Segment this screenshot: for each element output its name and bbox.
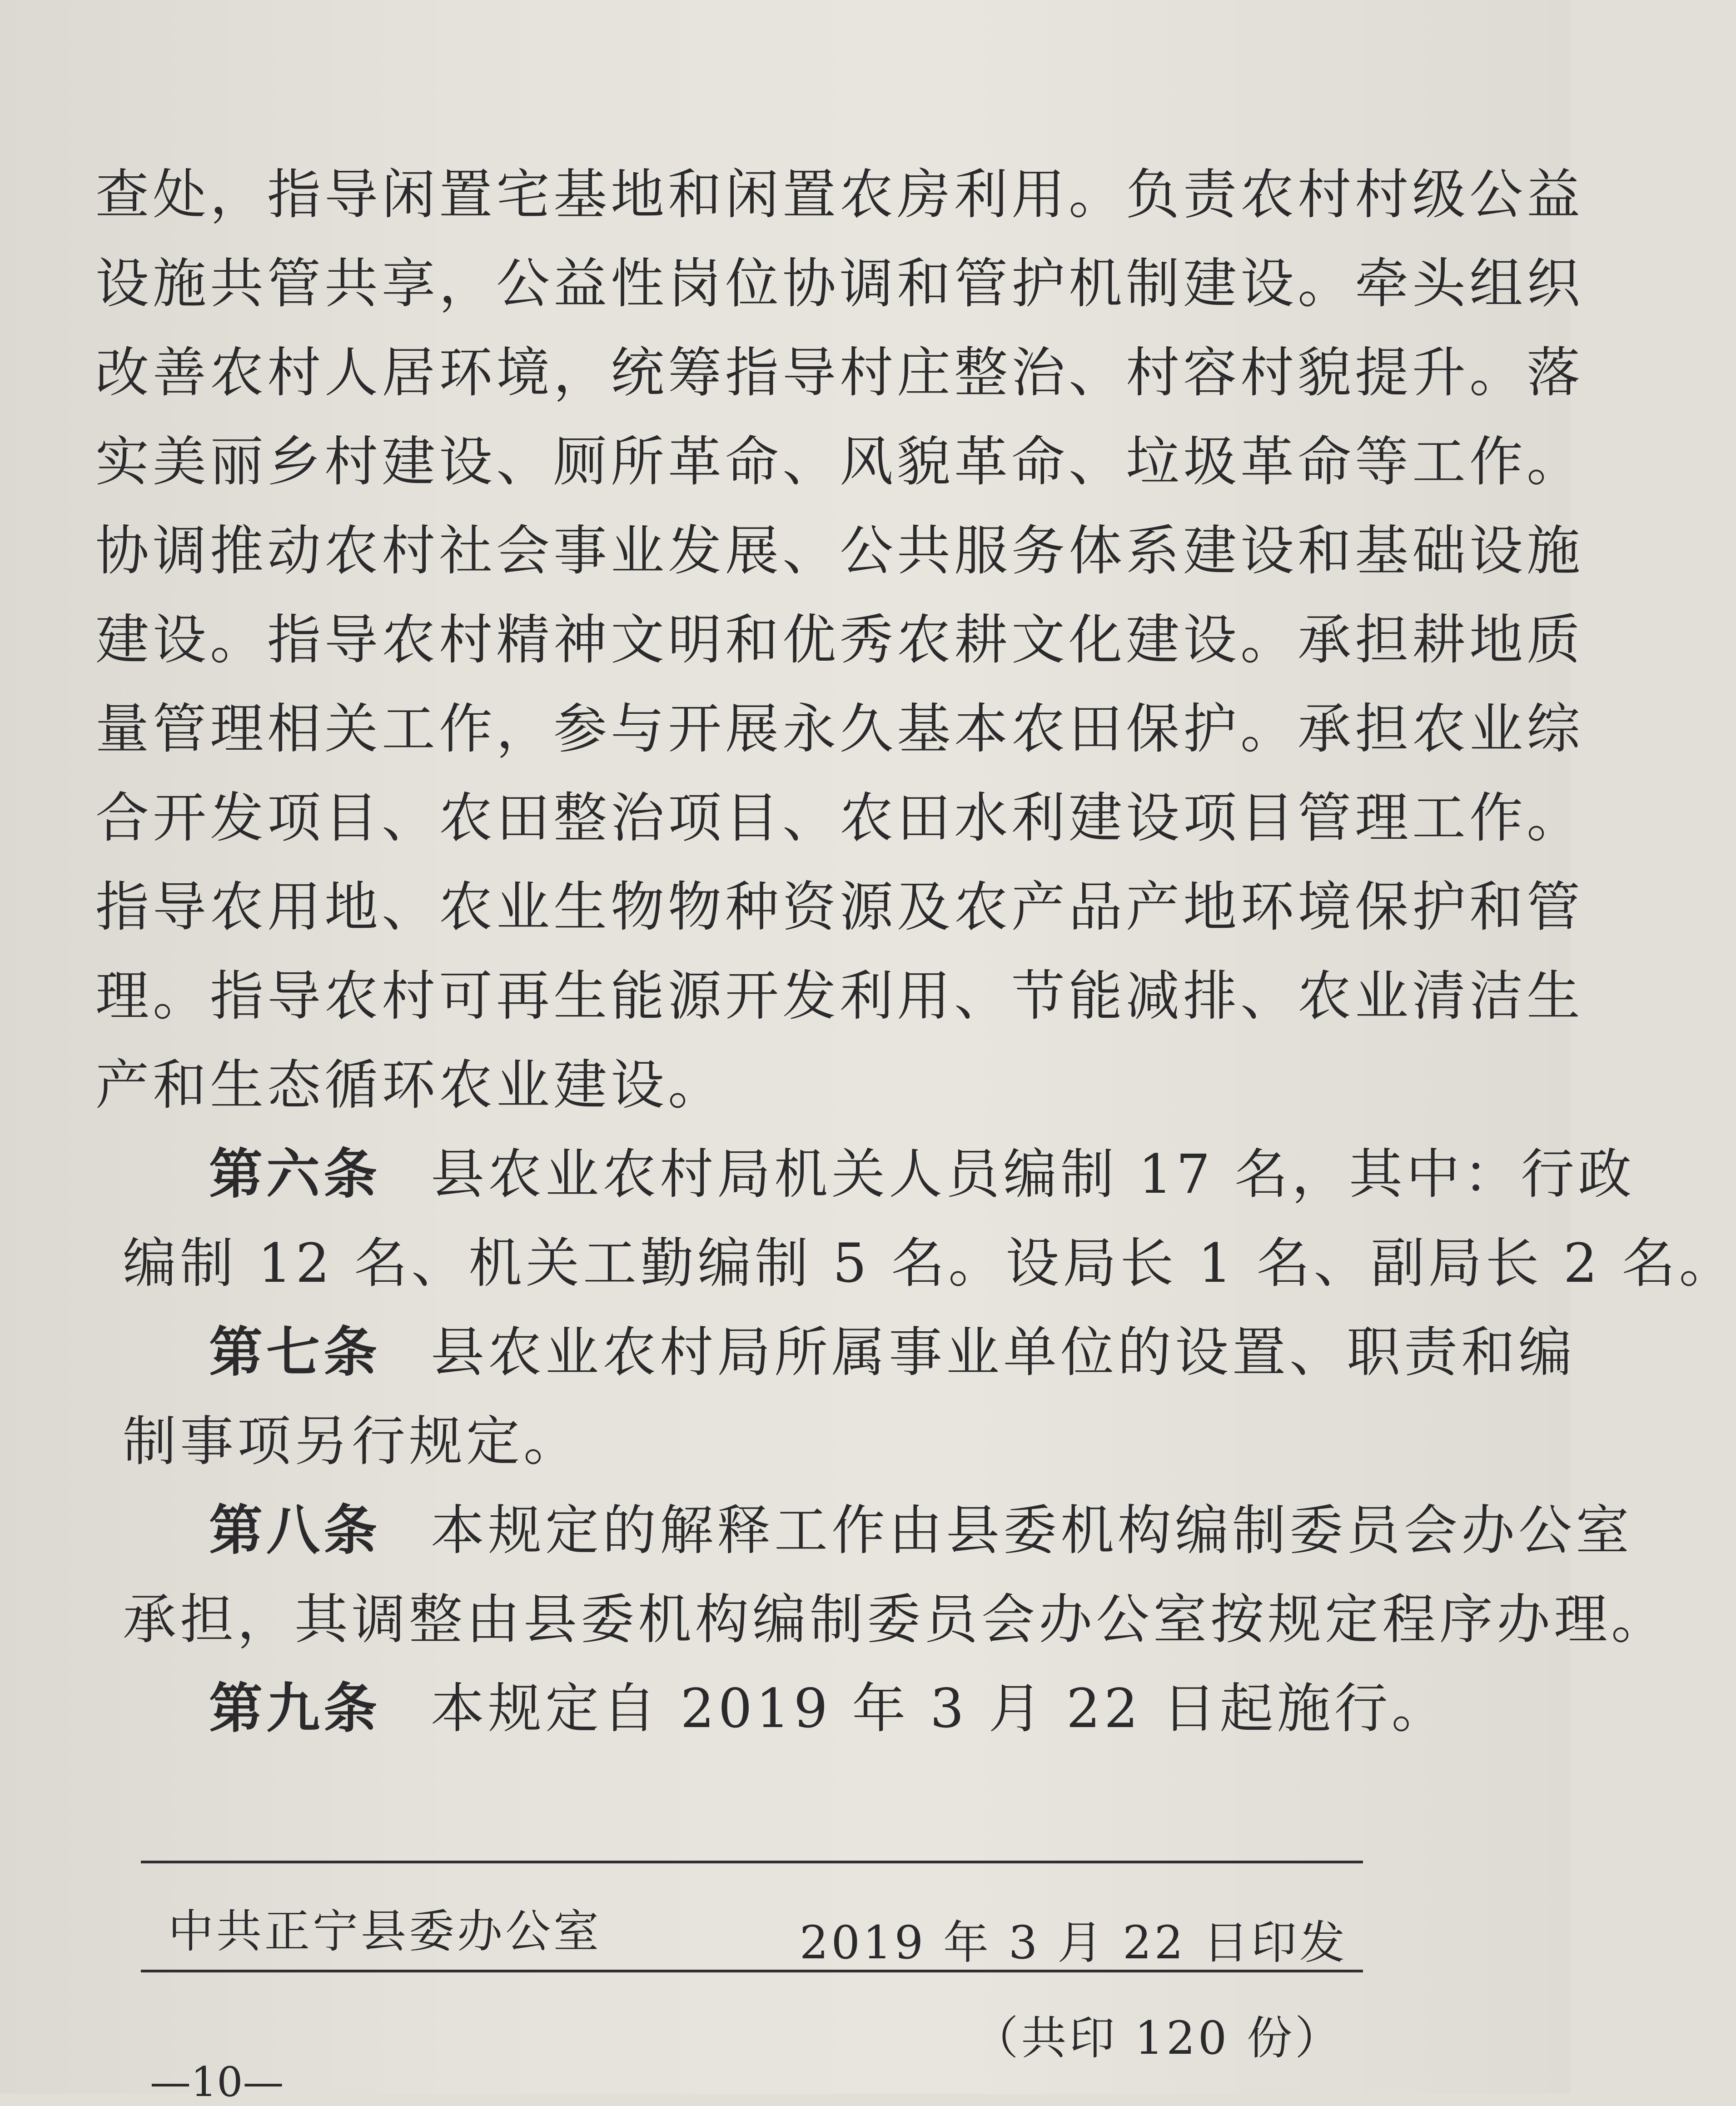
article-heading: 第六条 — [209, 1143, 381, 1205]
body-line: 量管理相关工作，参与开展永久基本农田保护。承担农业综 — [95, 697, 1584, 760]
article-8 — [95, 1486, 1633, 1575]
document-body — [95, 150, 1736, 1753]
article-text: 本规定的解释工作由县委机构编制委员会办公室 — [431, 1499, 1633, 1562]
body-line: 建设。指导农村精神文明和优秀农耕文化建设。承担耕地质 — [95, 608, 1584, 671]
footer-bottom-rule — [141, 1970, 1363, 1972]
footer-copies: （共印 120 份） — [973, 2011, 1343, 2065]
body-line: 理。指导农村可再生能源开发利用、节能减排、农业清洁生 — [95, 965, 1584, 1027]
body-line: 改善农村人居环境，统筹指导村庄整治、村容村貌提升。落 — [95, 341, 1584, 404]
body-line: 实美丽乡村建设、厕所革命、风貌革命、垃圾革命等工作。 — [95, 430, 1584, 493]
article-7 — [95, 1308, 1576, 1397]
article-heading: 第八条 — [209, 1499, 381, 1562]
footer-issuer: 中共正宁县委办公室 — [168, 1905, 602, 1958]
article-text: 本规定自 2019 年 3 月 22 日起施行。 — [431, 1677, 1449, 1740]
body-line: 产和生态循环农业建设。 — [95, 1054, 726, 1116]
footer-top-rule — [141, 1861, 1363, 1863]
body-line: 指导农用地、农业生物物种资源及农产品产地环境保护和管 — [95, 876, 1584, 938]
article-9 — [95, 1664, 1458, 1753]
article-continuation: 编制 12 名、机关工勤编制 5 名。设局长 1 名、副局长 2 名。 — [123, 1232, 1736, 1294]
article-6 — [95, 1130, 1636, 1219]
footer-issue-date: 2019 年 3 月 22 日印发 — [799, 1916, 1348, 1969]
page-number: —10— — [150, 2058, 284, 2106]
article-continuation: 制事项另行规定。 — [123, 1410, 581, 1473]
body-line: 协调推动农村社会事业发展、公共服务体系建设和基础设施 — [95, 519, 1584, 582]
body-line: 设施共管共享，公益性岗位协调和管护机制建设。牵头组织 — [95, 252, 1584, 315]
body-line: 合开发项目、农田整治项目、农田水利建设项目管理工作。 — [95, 787, 1584, 849]
article-text: 县农业农村局所属事业单位的设置、职责和编 — [431, 1321, 1576, 1384]
article-text: 县农业农村局机关人员编制 17 名，其中：行政 — [431, 1143, 1636, 1205]
article-continuation: 承担，其调整由县委机构编制委员会办公室按规定程序办理。 — [123, 1588, 1669, 1651]
article-heading: 第七条 — [209, 1321, 381, 1384]
body-line: 查处，指导闲置宅基地和闲置农房利用。负责农村村级公益 — [95, 163, 1584, 226]
article-heading: 第九条 — [209, 1677, 381, 1740]
